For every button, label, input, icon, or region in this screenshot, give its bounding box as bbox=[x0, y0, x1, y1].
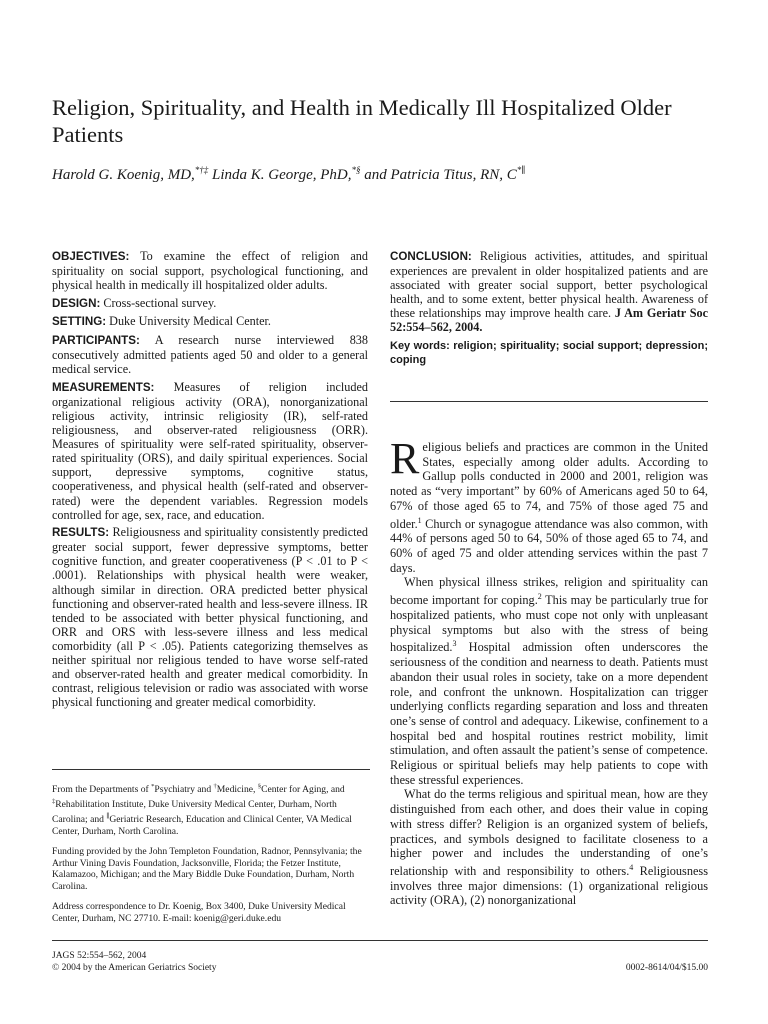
journal-citation: J Am Geriatr Soc 52:554–562, 2004. bbox=[390, 306, 708, 335]
affiliation-mark: * bbox=[151, 783, 155, 790]
abstract-results bbox=[52, 525, 368, 709]
abstract-conclusion bbox=[390, 249, 708, 335]
body-text-span: eligious beliefs and practices are common in the United States, especially among older adults. According to Gallup polls conducted in 2000 and 2001, religion was noted as “very important” by 60% of Americans aged 50 to 64, 67% of those aged 65 to 74, and 75% of those aged 75 and older. bbox=[390, 440, 708, 531]
footer-left bbox=[52, 950, 216, 974]
body-separator-rule bbox=[390, 401, 708, 402]
body-text-span: Religiousness involves three major dimensions: (1) organizational religious activity (ORA), (2) nonorganizational bbox=[390, 864, 708, 908]
results-text: Religiousness and spirituality consistently predicted greater social support, fewer depressive symptoms, better cognitive function, and greater cooperativeness (P < .01 to P < .0001). Relationships with physical health were weaker, although similar in direction. ORA predicted better physical functioning and observer-rated health and less-severe illness. IR tended to be associated with better physical functioning, and ORR and ORS with less-severe illness and less medical comorbidity (all P < .05). Patients categorizing themselves as neither spiritual nor religious tended to have worse self-rated and observer-rated health and greater medical comorbidity. In contrast, religious television or radio was associated with worse physical functioning and greater medical comorbidity. bbox=[52, 525, 368, 710]
measurements-label: MEASUREMENTS: bbox=[52, 380, 155, 394]
participants-text: A research nurse interviewed 838 consecutively admitted patients aged 50 and older to a general medical service. bbox=[52, 332, 368, 377]
footer-separator-rule bbox=[52, 940, 708, 941]
author-george-affil-marks: *§ bbox=[351, 165, 361, 175]
design-label: DESIGN: bbox=[52, 296, 101, 310]
author-koenig-affil-marks: *†‡ bbox=[194, 165, 209, 175]
setting-label: SETTING: bbox=[52, 315, 107, 329]
affiliation-text: Psychiatry and bbox=[154, 784, 214, 796]
article-title: Religion, Spirituality, and Health in Medically Ill Hospitalized Older Patients bbox=[52, 95, 672, 147]
author-george: Linda K. George, PhD, bbox=[208, 167, 352, 183]
keywords: Key words: religion; spirituality; social support; depression; coping bbox=[390, 339, 708, 366]
citation-ref[interactable]: 3 bbox=[452, 639, 457, 649]
abstract-measurements bbox=[52, 380, 368, 522]
objectives-label: OBJECTIVES: bbox=[52, 250, 130, 263]
author-koenig: Harold G. Koenig, MD, bbox=[52, 167, 195, 183]
footnote-funding: Funding provided by the John Templeton Foundation, Radnor, Pennsylvania; the Arthur Vining Davis Foundation, Jacksonville, Florida; the Fetzer Institute, Kalamazoo, Michigan; and the Mary Biddle Duke Foundation, Durham, North Carolina. bbox=[52, 845, 362, 893]
conclusion-text: Religious activities, attitudes, and spiritual experiences are prevalent in older hospitalized patients and are associated with greater social support, better psychological health, and to some extent, better physical health. Awareness of these relationships may improve health care. bbox=[390, 249, 708, 321]
abstract-design bbox=[52, 296, 368, 311]
body-text-span: This may be particularly true for hospitalized patients, who must cope not only with unpleasant physical symptoms but also with the stress of being hospitalized. bbox=[390, 593, 709, 655]
citation-ref[interactable]: 2 bbox=[537, 592, 542, 602]
body-text-span: Hospital admission often underscores the seriousness of the condition and nearness to death. Patients must abandon their usual roles in society, take on a more dependent role, and confront the unknown. Hospitalization can trigger underlying conflicts regarding separation and loss and threaten one’s sense of control and adequacy. Likewise, confinement to a hospital bed and hospital routines restrict mobility, limit stimulation, and often assault the patient’s sense of competence. Religious or spiritual beliefs may help patients to cope with these stressful experiences. bbox=[390, 640, 708, 787]
abstract-left-column bbox=[52, 249, 368, 713]
footnote-correspondence: Address correspondence to Dr. Koenig, Box 3400, Duke University Medical Center, Durham, NC 27710. E-mail: koenig@geri.duke.edu bbox=[52, 900, 346, 924]
participants-label: PARTICIPANTS: bbox=[52, 333, 140, 347]
affiliation-mark: † bbox=[213, 783, 217, 790]
footnote-affiliations bbox=[52, 781, 370, 838]
abstract-setting bbox=[52, 314, 368, 329]
footnotes bbox=[52, 781, 370, 933]
article-body bbox=[390, 434, 709, 908]
body-text-span: When physical illness strikes, religion and spirituality can become important for coping. bbox=[390, 575, 708, 608]
abstract-right-column bbox=[390, 249, 708, 371]
setting-text: Duke University Medical Center. bbox=[106, 314, 271, 329]
objectives-text: To examine the effect of religion and spirituality on social support, psychological functioning, and physical health in medically ill hospitalized older adults. bbox=[52, 249, 368, 293]
affiliation-text: Rehabilitation Institute, Duke University Medical Center, Durham, North Carolina; and bbox=[52, 799, 337, 826]
body-text-span: Church or synagogue attendance was also common, with 44% of persons aged 50 to 64, 50% of those aged 65 to 74, and 60% of aged 75 and older attending services within the past 7 days. bbox=[390, 516, 708, 575]
citation-ref[interactable]: 1 bbox=[417, 515, 422, 525]
citation-ref[interactable]: 4 bbox=[629, 862, 634, 872]
measurements-text: Measures of religion included organizational religious activity (ORA), nonorganizational religious activity, intrinsic religiosity (IR), self-rated religiousness, and observer-rated religiousness (ORR). Measures of spirituality were self-rated spirituality, observer-rated spirituality (ORS), and daily spiritual experiences. Social support, depressive symptoms, cognitive status, cooperativeness, and physical health (self-rated and observer-rated) were the dependent variables. Regression models controlled for age, sex, race, and education. bbox=[52, 379, 368, 522]
journal-issue: JAGS 52:554–562, 2004 bbox=[52, 951, 147, 961]
drop-cap: R bbox=[390, 434, 420, 483]
footnote-separator-rule bbox=[52, 769, 370, 770]
affiliation-mark: ∥ bbox=[106, 812, 110, 820]
affiliation-text: From the Departments of bbox=[52, 784, 152, 796]
body-paragraph-3 bbox=[390, 787, 708, 908]
footer-right bbox=[626, 962, 708, 974]
affiliation-text: Geriatric Research, Education and Clinical Center, VA Medical Center, Durham, North Carolina. bbox=[52, 814, 352, 837]
author-titus-affil-marks: *∥ bbox=[516, 165, 526, 175]
affiliation-mark: § bbox=[257, 783, 262, 790]
affiliation-text: Medicine, bbox=[216, 784, 258, 796]
abstract-participants bbox=[52, 333, 368, 376]
design-text: Cross-sectional survey. bbox=[100, 295, 217, 310]
body-paragraph-2 bbox=[390, 575, 708, 787]
author-list bbox=[52, 160, 732, 185]
author-titus: and Patricia Titus, RN, C bbox=[360, 167, 517, 183]
body-paragraph-1 bbox=[390, 434, 708, 575]
body-text-span: What do the terms religious and spiritual mean, how are they distinguished from each other, and does their value in coping with stress differ? Religion is an organized system of beliefs, practices, and symbols designed to facilitate closeness to a higher power and includes the understanding of one’s relationship with and responsibility to others. bbox=[390, 787, 708, 879]
copyright-notice: © 2004 by the American Geriatrics Society bbox=[52, 963, 217, 973]
article-code: 0002-8614/04/$15.00 bbox=[625, 963, 708, 973]
affiliation-text: Center for Aging, and bbox=[261, 784, 345, 796]
conclusion-label: CONCLUSION: bbox=[390, 250, 472, 263]
abstract-objectives bbox=[52, 249, 368, 292]
affiliation-mark: ‡ bbox=[52, 797, 56, 805]
results-label: RESULTS: bbox=[52, 526, 110, 540]
